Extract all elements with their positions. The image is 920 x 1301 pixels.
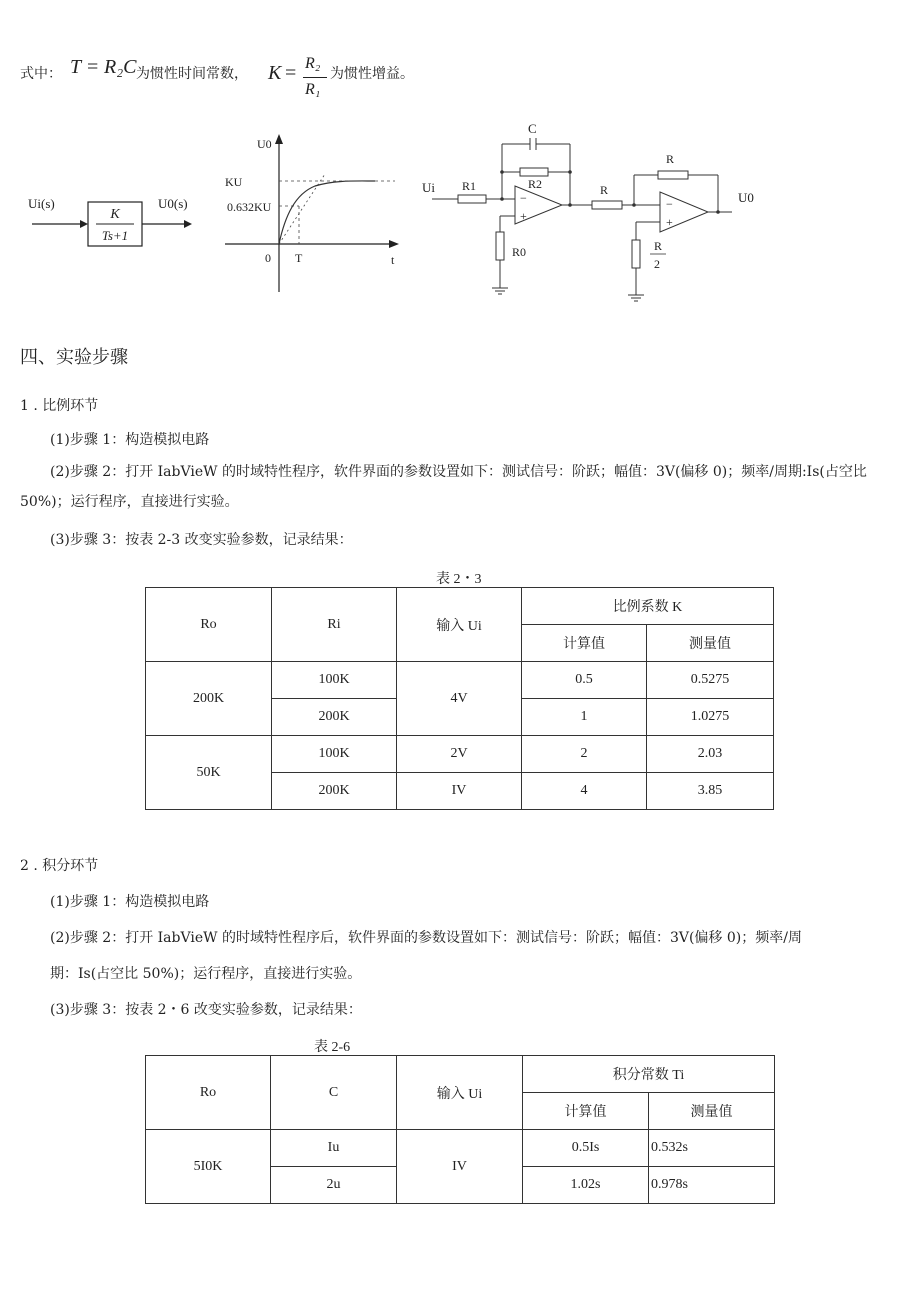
table-row <box>146 1130 775 1167</box>
label-r-mid: R <box>600 183 609 197</box>
table1-caption: 表 2・3 <box>436 572 482 587</box>
formula-k-lhs: K <box>268 62 282 84</box>
op1-minus: − <box>520 191 527 205</box>
cell-ui: 2V <box>397 736 522 773</box>
header-ro: Ro <box>146 1056 271 1130</box>
cell-calc: 0.5Is <box>523 1130 649 1167</box>
formula-prefix: 式中： <box>20 66 62 82</box>
block-input-label: Ui(s) <box>28 196 55 211</box>
y-axis-label: U0 <box>257 137 272 151</box>
op2-plus: + <box>666 215 673 229</box>
cell-ri: 100K <box>272 736 397 773</box>
op2-minus: − <box>666 197 673 211</box>
section-title: 四、实验步骤 <box>20 347 128 368</box>
header-c: C <box>271 1056 397 1130</box>
label-r2: R2 <box>528 177 543 191</box>
cell-ui: IV <box>397 1130 523 1204</box>
formula-t-rhs: R₂C <box>104 56 137 78</box>
cell-meas: 0.5275 <box>647 662 774 699</box>
header-meas: 测量值 <box>647 625 774 662</box>
cell-c: Iu <box>271 1130 397 1167</box>
resistor-r2 <box>520 168 548 176</box>
cell-ri: 200K <box>272 699 397 736</box>
label-r1: R1 <box>462 179 477 193</box>
part1-step1: (1)步骤 1：构造模拟电路 <box>50 432 210 448</box>
level-ku-label: KU <box>225 175 243 189</box>
resistor-r1 <box>458 195 486 203</box>
cell-ri: 100K <box>272 662 397 699</box>
circuit-diagram <box>420 120 770 305</box>
header-ro: Ro <box>146 588 272 662</box>
label-r-feedback: R <box>666 152 675 166</box>
cell-calc: 1.02s <box>523 1167 649 1204</box>
label-r-half-denominator: 2 <box>654 257 660 271</box>
part2-step2-line2: 期：Is(占空比 50%)；运行程序，直接进行实验。 <box>50 966 362 982</box>
part1-step2-line1: (2)步骤 2：打开 IabVieW 的时域特性程序，软件界面的参数设置如下：测试信号：阶跃；幅值：3V(偏移 0)；频率/周期:Is(占空比 <box>50 464 867 480</box>
part2-step1: (1)步骤 1：构造模拟电路 <box>50 894 210 910</box>
x-axis-label: t <box>391 253 395 267</box>
label-c: C <box>528 121 537 136</box>
label-uo: U0 <box>738 190 754 205</box>
op1-plus: + <box>520 209 527 223</box>
origin-label: 0 <box>265 251 271 265</box>
step-response-plot <box>215 130 410 300</box>
label-r-half-numerator: R <box>654 239 663 253</box>
header-ui: 输入 Ui <box>397 1056 523 1130</box>
resistor-r-half <box>632 240 640 268</box>
cell-meas: 2.03 <box>647 736 774 773</box>
formula-k-equals: = <box>285 62 297 84</box>
cell-ro: 200K <box>146 662 272 736</box>
part1-title: 1 . 比例环节 <box>20 398 99 414</box>
resistor-r-feedback <box>658 171 688 179</box>
formula-t-lhs: T <box>70 56 82 78</box>
block-output-label: U0(s) <box>158 196 188 211</box>
cell-calc: 4 <box>522 773 647 810</box>
table-2-3 <box>145 587 774 810</box>
cell-meas: 0.978s <box>649 1167 775 1204</box>
table-row <box>146 736 774 773</box>
table2-caption: 表 2-6 <box>314 1040 351 1055</box>
cell-ro: 5I0K <box>146 1130 271 1204</box>
label-ui: Ui <box>422 180 435 195</box>
header-ui: 输入 Ui <box>397 588 522 662</box>
response-curve <box>279 181 375 244</box>
cell-meas: 0.532s <box>649 1130 775 1167</box>
formula-k-numerator: R₂ <box>305 55 321 72</box>
cell-meas: 3.85 <box>647 773 774 810</box>
cell-c: 2u <box>271 1167 397 1204</box>
header-ri: Ri <box>272 588 397 662</box>
label-r0: R0 <box>512 245 527 259</box>
block-diagram <box>20 180 200 260</box>
cell-calc: 0.5 <box>522 662 647 699</box>
formula-k-description: 为惯性增益。 <box>330 66 414 82</box>
part1-step3: (3)步骤 3：按表 2-3 改变实验参数，记录结果： <box>50 532 353 548</box>
part2-title: 2 . 积分环节 <box>20 858 99 874</box>
formula-t-description: 为惯性时间常数， <box>136 66 248 82</box>
header-calc: 计算值 <box>522 625 647 662</box>
formula-t-equals: = <box>87 56 99 78</box>
table-row <box>146 662 774 699</box>
level-632-label: 0.632KU <box>227 200 272 214</box>
table-2-6 <box>145 1055 775 1204</box>
cell-calc: 2 <box>522 736 647 773</box>
cell-ui: 4V <box>397 662 522 736</box>
part2-step2-line1: (2)步骤 2：打开 IabVieW 的时域特性程序后，软件界面的参数设置如下：测试信号：阶跃；幅值：3V(偏移 0)；频率/周 <box>50 930 802 946</box>
cell-ri: 200K <box>272 773 397 810</box>
part2-step3: (3)步骤 3：按表 2・6 改变实验参数，记录结果： <box>50 1002 362 1018</box>
block-denominator: Ts+1 <box>101 228 129 243</box>
header-calc: 计算值 <box>523 1093 649 1130</box>
block-numerator: K <box>110 207 120 222</box>
header-meas: 测量值 <box>649 1093 775 1130</box>
cell-calc: 1 <box>522 699 647 736</box>
cell-ro: 50K <box>146 736 272 810</box>
t-mark-label: T <box>295 251 303 265</box>
header-k: 比例系数 K <box>522 588 774 625</box>
resistor-r-mid <box>592 201 622 209</box>
cell-ui: IV <box>397 773 522 810</box>
cell-meas: 1.0275 <box>647 699 774 736</box>
formula-k-fraction-bar <box>303 77 327 78</box>
formula-k-denominator: R₁ <box>305 81 321 98</box>
header-ti: 积分常数 Ti <box>523 1056 775 1093</box>
resistor-r0 <box>496 232 504 260</box>
part1-step2-line2: 50%)；运行程序，直接进行实验。 <box>20 494 239 510</box>
